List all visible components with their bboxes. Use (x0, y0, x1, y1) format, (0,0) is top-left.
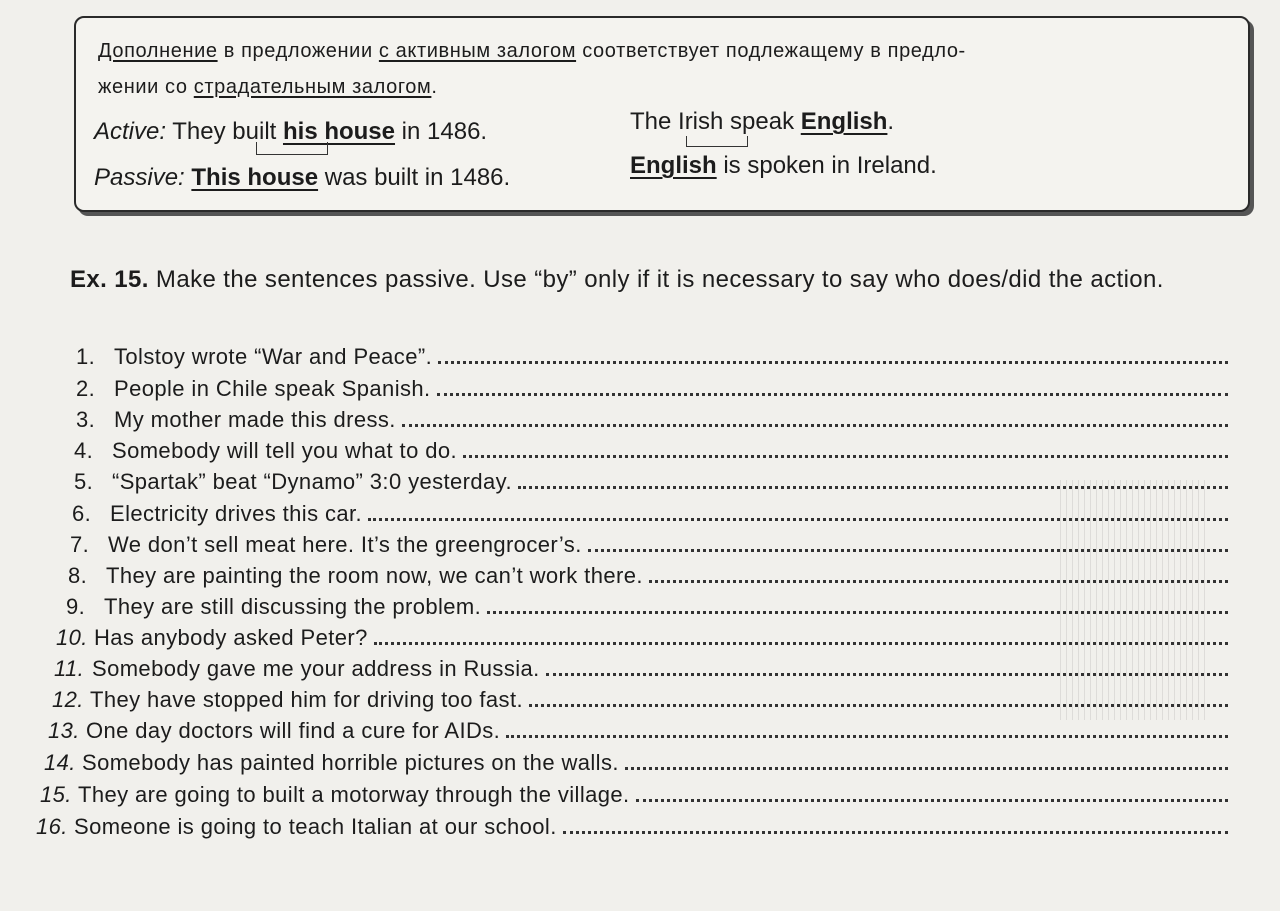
answer-line[interactable] (546, 657, 1228, 676)
answer-line[interactable] (374, 626, 1228, 645)
answer-line[interactable] (368, 502, 1228, 521)
exercise-instruction: Make the sentences passive. Use “by” only if it is necessary to say who does/did the action. (148, 266, 1164, 293)
rule-term-active: с активным залогом (378, 40, 577, 62)
active-object: his house (282, 118, 396, 145)
item-text: Somebody gave me your address in Russia. (92, 656, 540, 681)
item-number: 8. (68, 563, 88, 588)
item-text: People in Chile speak Spanish. (114, 376, 431, 401)
active-sentence-post: in 1486. (395, 118, 488, 145)
exercise-item (44, 750, 1228, 780)
item-number: 5. (74, 469, 94, 494)
english-sentence-post: is spoken in Ireland. (716, 152, 937, 179)
answer-line[interactable] (529, 688, 1228, 707)
item-text: They have stopped him for driving too fast. (90, 687, 523, 712)
arrow-icon (686, 136, 748, 147)
arrow-icon (256, 142, 328, 155)
exercise-item (76, 344, 1228, 374)
item-number: 12. (52, 687, 84, 712)
active-label: Active: (94, 118, 167, 145)
answer-line[interactable] (463, 439, 1228, 458)
exercise-item (48, 718, 1228, 748)
exercise-item (74, 438, 1228, 468)
passive-example (94, 164, 510, 192)
rule-text: соответствует подлежащему в предло- (576, 40, 966, 62)
item-text: “Spartak” beat “Dynamo” 3:0 yesterday. (112, 469, 512, 494)
rule-line-1 (98, 40, 966, 63)
exercise-item (52, 687, 1228, 717)
english-example (630, 152, 937, 180)
exercise-item (70, 532, 1228, 562)
item-text: Someone is going to teach Italian at our school. (74, 814, 557, 839)
rule-line-2 (98, 76, 438, 99)
item-number: 6. (72, 501, 92, 526)
item-text: They are painting the room now, we can’t work there. (106, 563, 643, 588)
rule-text: в предложении (217, 40, 379, 62)
exercise-item (74, 469, 1228, 499)
exercise-item (72, 501, 1228, 531)
item-number: 9. (66, 594, 86, 619)
passive-subject: This house (191, 164, 319, 191)
item-number: 16. (36, 814, 68, 839)
answer-line[interactable] (438, 345, 1228, 364)
item-number: 13. (48, 718, 80, 743)
item-number: 7. (70, 532, 90, 557)
exercise-item (66, 594, 1228, 624)
item-text: Tolstoy wrote “War and Peace”. (114, 344, 433, 369)
rule-text: . (431, 76, 438, 98)
item-text: Somebody has painted horrible pictures on the walls. (82, 750, 619, 775)
item-text: My mother made this dress. (114, 407, 396, 432)
answer-line[interactable] (487, 595, 1228, 614)
rule-text: жении со (98, 76, 194, 98)
irish-example (630, 108, 894, 136)
answer-line[interactable] (636, 783, 1228, 802)
item-number: 1. (76, 344, 96, 369)
answer-line[interactable] (437, 377, 1228, 396)
answer-line[interactable] (649, 564, 1228, 583)
item-number: 11. (54, 656, 85, 681)
item-text: They are still discussing the problem. (104, 594, 482, 619)
exercise-item (36, 814, 1228, 844)
item-number: 4. (74, 438, 94, 463)
rule-term-passive: страдательным залогом (193, 76, 432, 98)
answer-line[interactable] (588, 533, 1228, 552)
item-number: 10. (56, 625, 88, 650)
item-number: 14. (44, 750, 76, 775)
item-text: Electricity drives this car. (110, 501, 363, 526)
irish-sentence-pre: The Irish speak (630, 108, 801, 135)
item-number: 15. (40, 782, 72, 807)
item-text: Somebody will tell you what to do. (112, 438, 457, 463)
passive-sentence-post: was built in 1486. (318, 164, 511, 191)
irish-sentence-post: . (887, 108, 895, 135)
item-text: One day doctors will find a cure for AIDs. (86, 718, 501, 743)
exercise-item (68, 563, 1228, 593)
exercise-heading (70, 262, 1260, 298)
item-number: 2. (76, 376, 96, 401)
answer-line[interactable] (625, 751, 1228, 770)
exercise-item (40, 782, 1228, 812)
answer-line[interactable] (506, 719, 1228, 738)
active-sentence-pre: They built (172, 118, 283, 145)
grammar-rule-box (74, 16, 1250, 212)
exercise-item (56, 625, 1228, 655)
exercise-item (54, 656, 1228, 686)
answer-line[interactable] (402, 408, 1228, 427)
item-text: They are going to built a motorway through the village. (78, 782, 630, 807)
item-text: Has anybody asked Peter? (94, 625, 368, 650)
answer-line[interactable] (518, 470, 1228, 489)
rule-term-object: Дополнение (98, 40, 218, 62)
item-number: 3. (76, 407, 96, 432)
irish-object: English (800, 108, 888, 135)
english-subject: English (630, 152, 717, 179)
answer-line[interactable] (563, 815, 1228, 834)
passive-label: Passive: (94, 164, 185, 191)
exercise-item (76, 407, 1228, 437)
exercise-item (76, 376, 1228, 406)
item-text: We don’t sell meat here. It’s the greengrocer’s. (108, 532, 582, 557)
exercise-label: Ex. 15. (70, 266, 149, 293)
